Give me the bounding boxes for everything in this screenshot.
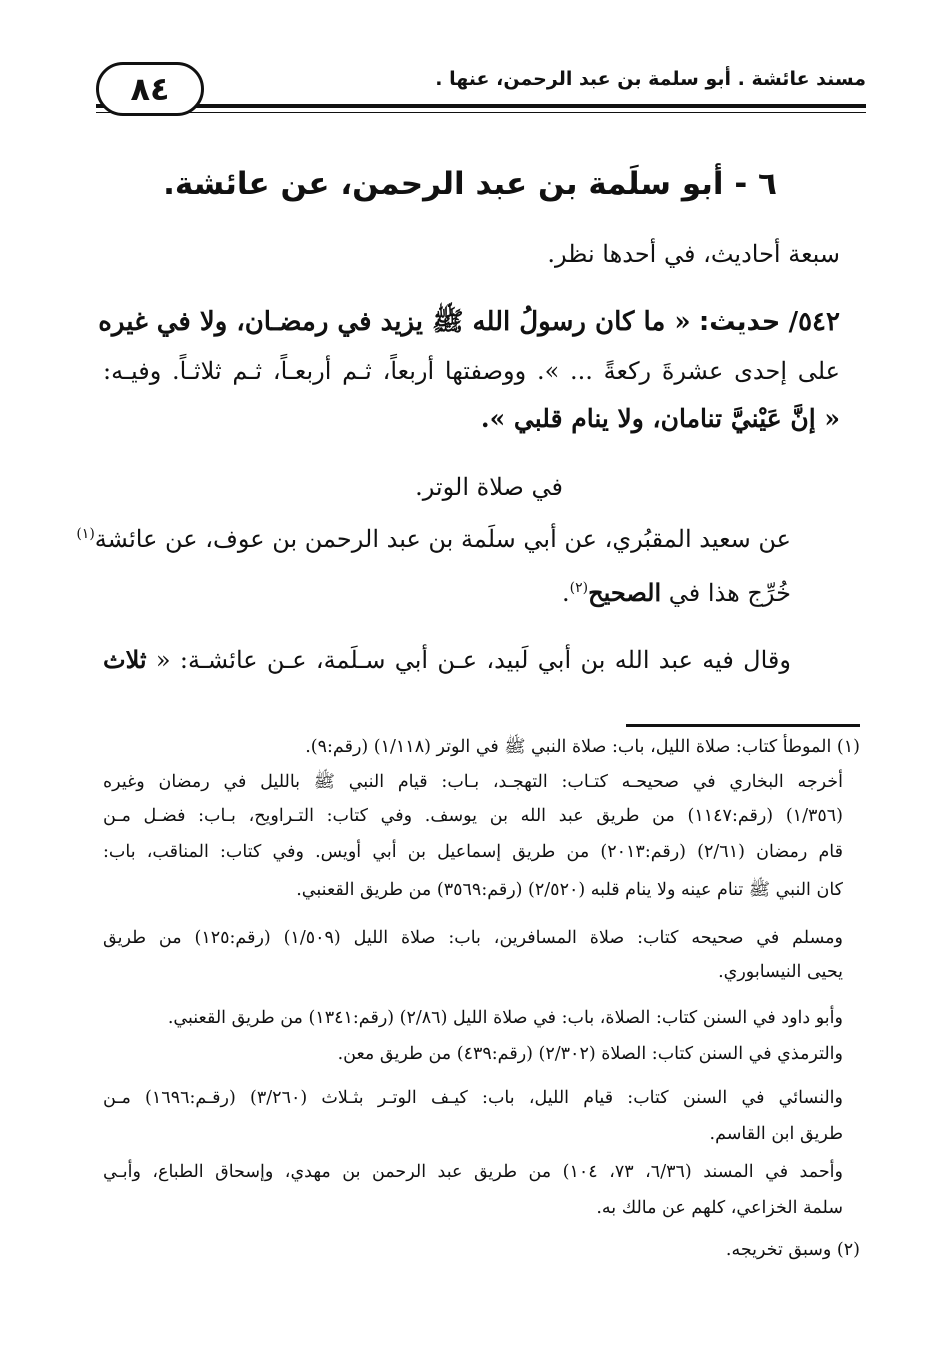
narration-text-3b: ثلاث xyxy=(103,645,147,674)
narration-line-1 xyxy=(76,525,791,553)
narration-text-1: عن سعيد المقبُري، عن أبي سلَمة بن عبد الرحمن بن عوف، عن عائشة xyxy=(94,525,791,553)
footnote-line: وأحمد في المسند (٦/٣٦، ٧٣، ١٠٤) من طريق عبد الرحمن بن مهدي، وإسحاق الطباع، وأبـي xyxy=(103,1162,843,1182)
footnote-line: يحيى النيسابوري. xyxy=(718,962,843,982)
footnote-ref-1[interactable]: (١) xyxy=(76,526,95,542)
footnote-line: (١/٣٥٦) (رقم:١١٤٧) من طريق عبد الله بن يوسف. وفي كتاب: التـراويح، بـاب: فضـل مـن xyxy=(103,806,843,826)
footnote-line: كان النبي ﷺ تنام عينه ولا ينام قلبه (٢/٥٢٠) (رقم:٣٥٦٩) من طريق القعنبي. xyxy=(296,880,843,900)
hadith-number: ٥٤٢/ xyxy=(788,307,840,337)
footnote-line: أخرجه البخاري في صحيحـه كتـاب: التهجـد، بـاب: قيام النبي ﷺ بالليل في رمضان وغيره xyxy=(103,772,843,792)
footnote-line: والنسائي في السنن كتاب: قيام الليل، باب: كيـف الوتـر بثـلاث (٣/٢٦٠) (رقـم:١٦٩٦) مـن xyxy=(103,1088,843,1108)
header-rule-thick xyxy=(96,104,866,108)
footnote-line: وأبو داود في السنن كتاب: الصلاة، باب: في صلاة الليل (٢/٨٦) (رقم:١٣٤١) من طريق القعنبي. xyxy=(167,1008,843,1028)
hadith-text-1: « ما كان رسولُ الله ﷺ يزيد في رمضـان، ولا في غيره xyxy=(98,307,691,337)
narration-line-2 xyxy=(562,578,791,607)
section-title: ٦ - أبو سلَمة بن عبد الرحمن، عن عائشة. xyxy=(163,166,777,202)
footnote-line: ومسلم في صحيحه كتاب: صلاة المسافرين، باب: صلاة الليل (١/٥٠٩) (رقم:١٢٥) من طريق xyxy=(103,928,844,948)
running-title: مسند عائشة . أبو سلمة بن عبد الرحمن، عنها . xyxy=(435,68,866,90)
footnote-2: (٢) وسبق تخريجه. xyxy=(725,1240,860,1260)
hadith-line-3: « إنَّ عَيْنيَّ تنامان، ولا ينام قلبي ». xyxy=(480,404,840,433)
footnote-ref-2[interactable]: (٢) xyxy=(569,580,589,596)
narration-line-3 xyxy=(103,645,791,674)
topic-text: في صلاة الوتر. xyxy=(415,473,563,501)
footnote-1: (١) الموطأ كتاب: صلاة الليل، باب: صلاة النبي ﷺ في الوتر (١/١١٨) (رقم:٩). xyxy=(305,737,860,757)
footnote-line: والترمذي في السنن كتاب: الصلاة (٢/٣٠٢) (رقم:٤٣٩) من طريق معن. xyxy=(337,1044,843,1064)
footnote-line: سلمة الخزاعي، كلهم عن مالك به. xyxy=(596,1198,843,1218)
footnote-separator xyxy=(626,724,860,727)
hadith-text-2: على إحدى عشرةَ ركعةً ... ». ووصفتها أربعاً، ثـم أربعـاً، ثـم ثلاثـاً. وفيـه: xyxy=(103,357,840,385)
header-rule-thin xyxy=(96,112,866,113)
narration-text-2a: خُرِّج هذا في xyxy=(668,579,791,607)
hadith-line-2 xyxy=(103,357,840,385)
intro-text: سبعة أحاديث، في أحدها نظر. xyxy=(547,240,840,268)
hadith-label: حديث: xyxy=(698,307,781,337)
footnote-line: طريق ابن القاسم. xyxy=(709,1124,843,1144)
hadith-line-1 xyxy=(98,305,840,343)
narration-text-3a: وقال فيه عبد الله بن أبي لَبيد، عـن أبي سـلَمة، عـن عائشـة: « xyxy=(155,646,791,674)
page-number: ٨٤ xyxy=(96,62,204,116)
footnote-line: قام رمضان (٢/٦١) (رقم:٢٠١٣) من طريق إسماعيل بن أبي أويس. وفي كتاب: المناقب، باب: xyxy=(103,842,843,862)
page-header xyxy=(96,62,866,122)
sahih-term: الصحيح xyxy=(588,578,662,607)
narration-text-2-end: . xyxy=(561,579,570,607)
